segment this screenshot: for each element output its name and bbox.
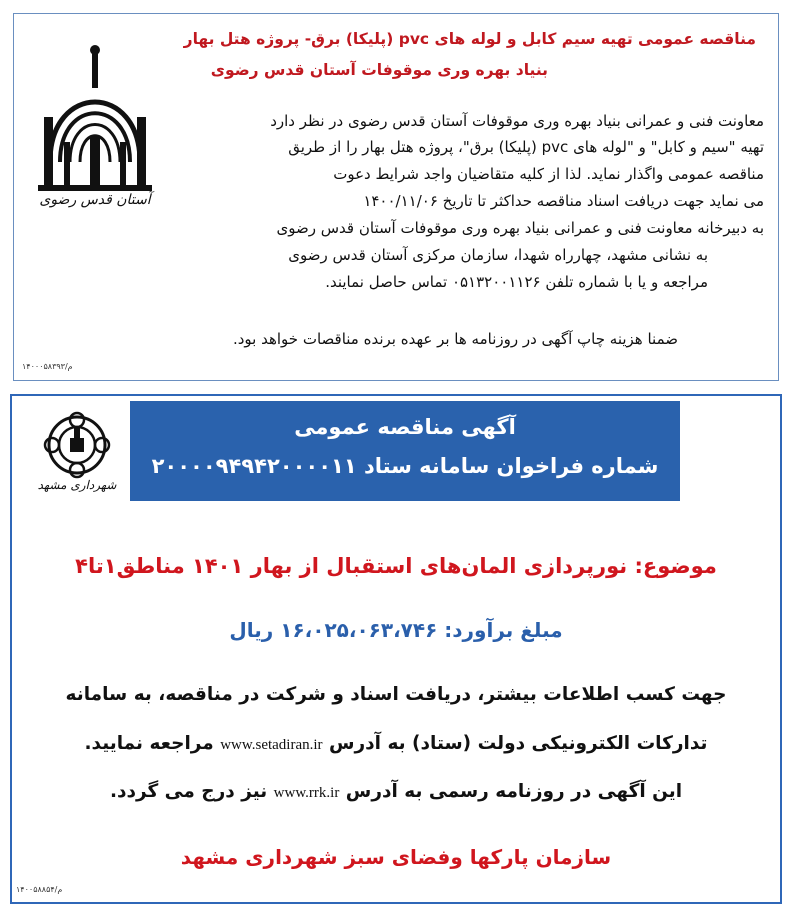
ad2-estimated-amount: مبلغ برآورد: ۱۶،۰۲۵،۰۶۳،۷۴۶ ریال [229,618,563,642]
ad2-body-line2-end: مراجعه نمایید. [84,733,214,754]
mashhad-municipality-logo-caption: شهرداری مشهد [37,478,117,492]
ad2-body-line3 [12,781,780,802]
ad2-banner-title: آگهی مناقصه عمومی [294,415,516,439]
mashhad-municipality-logo [32,410,122,500]
ad1-body-line: مراجعه و یا با شماره تلفن ۰۵۱۳۲۰۰۱۱۲۶ تماس حاصل نمایند. [325,273,708,291]
ad2-subject: موضوع: نورپردازی المان‌های استقبال از بهار ۱۴۰۱ مناطق۱تا۴ [75,554,717,578]
ad2-body-line3-start: این آگهی در روزنامه رسمی به آدرس [345,781,683,802]
ad1-body-line: تهیه "سیم و کابل" و "لوله های pvc (پلیکا) برق"، پروژه هتل بهار را از طریق [288,138,764,156]
ad2-organization: سازمان پارکها وفضای سبز شهرداری مشهد [180,845,612,869]
ad1-body-line: مناقصه عمومی واگذار نماید. لذا از کلیه متقاضیان واجد شرایط دعوت [333,165,764,183]
ad2-call-number: شماره فراخوان سامانه ستاد ۲۰۰۰۰۹۴۹۴۲۰۰۰۰۱۱ [151,454,659,478]
ad1-body-line: به نشانی مشهد، چهارراه شهدا، سازمان مرکزی آستان قدس رضوی [288,246,708,264]
ad1-title-line1: مناقصه عمومی تهیه سیم کابل و لوله های pvc (پلیکا) برق- پروژه هتل بهار [183,30,756,48]
ad1-body-line: به دبیرخانه معاونت فنی و عمرانی بنیاد بهره وری موقوفات آستان قدس رضوی [276,219,764,237]
ad1-title-line2: بنیاد بهره وری موقوفات آستان قدس رضوی [210,61,548,79]
ad1-body-line: ضمنا هزینه چاپ آگهی در روزنامه ها بر عهده برنده مناقصات خواهد بود. [232,330,678,348]
ad2-header-banner [130,401,680,501]
ad2-reference-code: م/۱۴۰۰۵۸۸۵۴ [16,885,63,894]
astan-quds-emblem-icon [30,42,160,212]
ad2-body-line3-end: نیز درج می گردد. [109,781,268,802]
astan-quds-logo-caption: آستان قدس رضوی [39,192,151,208]
ad1-reference-code: م/۱۴۰۰۰۵۸۳۹۳ [22,362,73,371]
tender-ad-mashhad-municipality [10,394,782,904]
mashhad-municipality-emblem-icon [32,410,122,480]
tender-ad-astan-quds [13,13,779,381]
ad2-body-line2-start: تدارکات الکترونیکی دولت (ستاد) به آدرس [328,733,708,754]
ad2-body-line2 [12,733,780,754]
ad1-body-line: می نماید جهت دریافت اسناد مناقصه حداکثر تا تاریخ ۱۴۰۰/۱۱/۰۶ [363,192,764,210]
setadiran-link[interactable]: www.setadiran.ir [220,737,323,753]
ad1-body-line: معاونت فنی و عمرانی بنیاد بهره وری موقوفات آستان قدس رضوی در نظر دارد [270,112,764,130]
astan-quds-logo [30,42,160,212]
ad2-body-line1: جهت کسب اطلاعات بیشتر، دریافت اسناد و شرکت در مناقصه، به سامانه [65,684,727,705]
rrk-link[interactable]: www.rrk.ir [273,785,340,801]
